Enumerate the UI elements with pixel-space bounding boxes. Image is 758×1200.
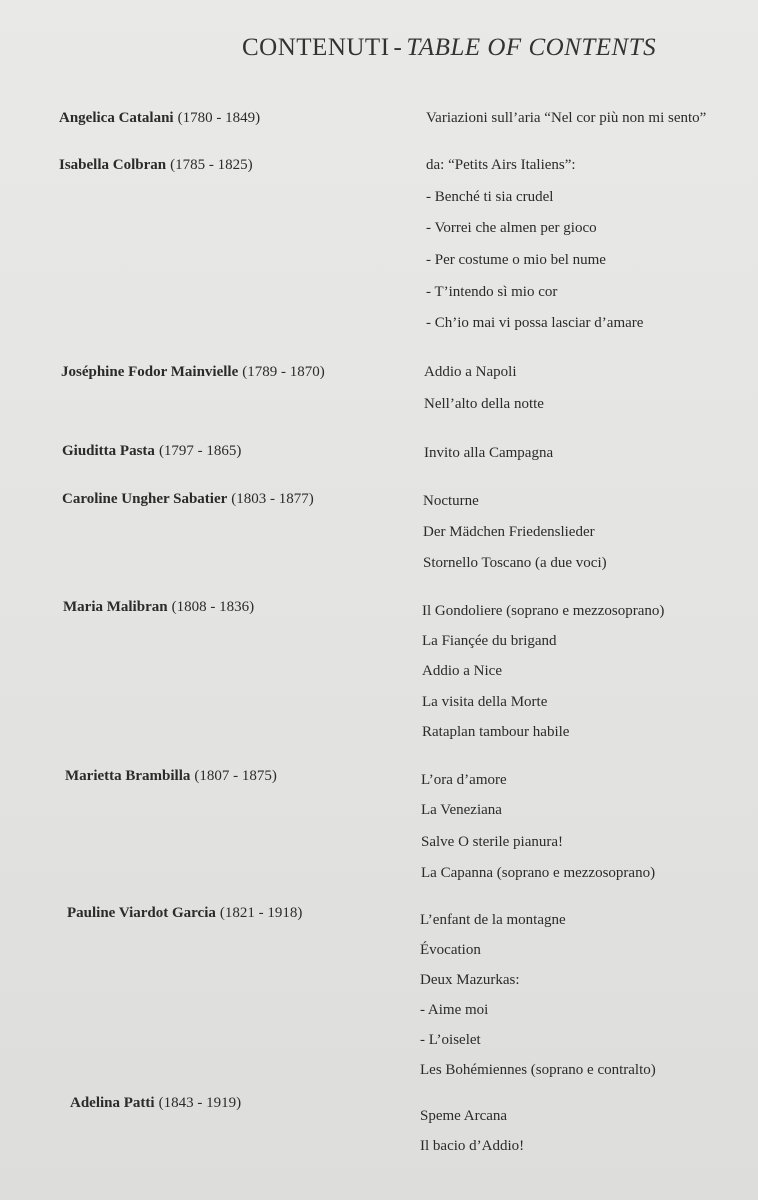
work-title: L’ora d’amore	[421, 772, 507, 788]
work-title: Les Bohémiennes (soprano e contralto)	[420, 1062, 656, 1078]
work-title: - Vorrei che almen per gioco	[426, 220, 597, 236]
composer-years: (1803 - 1877)	[231, 491, 314, 507]
title-english: TABLE OF CONTENTS	[406, 34, 657, 61]
work-title: Nell’alto della notte	[424, 396, 544, 412]
work-title: Addio a Napoli	[424, 364, 517, 380]
work-title: - T’intendo sì mio cor	[426, 284, 558, 300]
work-title: Invito alla Campagna	[424, 445, 554, 461]
composer-name: Joséphine Fodor Mainvielle	[61, 364, 239, 380]
work-title: - L’oiselet	[420, 1032, 481, 1048]
work-title: Il bacio d’Addio!	[420, 1138, 525, 1154]
work-title: - Benché ti sia crudel	[426, 189, 554, 205]
composer-entry	[70, 1096, 241, 1111]
composer-name: Marietta Brambilla	[65, 768, 191, 784]
composer-years: (1785 - 1825)	[170, 157, 253, 173]
composer-name: Isabella Colbran	[59, 157, 167, 173]
composer-years: (1780 - 1849)	[177, 110, 261, 126]
work-title: Stornello Toscano (a due voci)	[423, 555, 607, 571]
composer-entry	[67, 906, 302, 921]
work-title: - Aime moi	[420, 1002, 489, 1018]
composer-name: Caroline Ungher Sabatier	[62, 491, 228, 507]
work-title: La Capanna (soprano e mezzosoprano)	[421, 865, 656, 881]
composer-years: (1807 - 1875)	[194, 768, 277, 784]
composer-entry	[59, 158, 253, 173]
work-title: Rataplan tambour habile	[422, 724, 570, 740]
composer-entry	[63, 600, 254, 615]
composer-name: Adelina Patti	[70, 1095, 155, 1111]
title-italian: CONTENUTI	[242, 34, 390, 61]
work-title: Nocturne	[423, 493, 479, 509]
composer-entry	[65, 769, 277, 784]
work-title: da: “Petits Airs Italiens”:	[426, 157, 576, 173]
work-title: Deux Mazurkas:	[420, 972, 520, 988]
work-title: Der Mädchen Friedenslieder	[423, 524, 595, 540]
work-title: Salve O sterile pianura!	[421, 834, 564, 850]
composer-years: (1797 - 1865)	[158, 443, 242, 459]
composer-name: Maria Malibran	[63, 599, 168, 615]
composer-years: (1789 - 1870)	[242, 364, 325, 380]
work-title: La visita della Morte	[422, 694, 548, 710]
work-title: Variazioni sull’aria “Nel cor più non mi sento”	[426, 110, 707, 126]
composer-years: (1843 - 1919)	[158, 1095, 242, 1111]
work-title: Addio a Nice	[422, 663, 502, 679]
title-separator: -	[393, 34, 403, 61]
work-title: - Ch’io mai vi possa lasciar d’amare	[426, 315, 644, 331]
composer-entry	[62, 492, 314, 507]
work-title: - Per costume o mio bel nume	[426, 252, 606, 268]
work-title: Évocation	[420, 942, 481, 958]
composer-years: (1808 - 1836)	[171, 599, 255, 615]
composer-name: Pauline Viardot Garcia	[67, 905, 216, 921]
page-title	[242, 34, 656, 62]
work-title: Speme Arcana	[420, 1108, 508, 1124]
composer-name: Angelica Catalani	[59, 110, 174, 126]
composer-years: (1821 - 1918)	[219, 905, 303, 921]
composer-name: Giuditta Pasta	[62, 443, 155, 459]
work-title: Il Gondoliere (soprano e mezzosoprano)	[422, 603, 665, 619]
work-title: La Veneziana	[421, 802, 502, 818]
work-title: La Fiançée du brigand	[422, 633, 557, 649]
work-title: L’enfant de la montagne	[420, 912, 566, 928]
composer-entry	[59, 111, 260, 126]
composer-entry	[61, 365, 325, 380]
composer-entry	[62, 444, 241, 459]
